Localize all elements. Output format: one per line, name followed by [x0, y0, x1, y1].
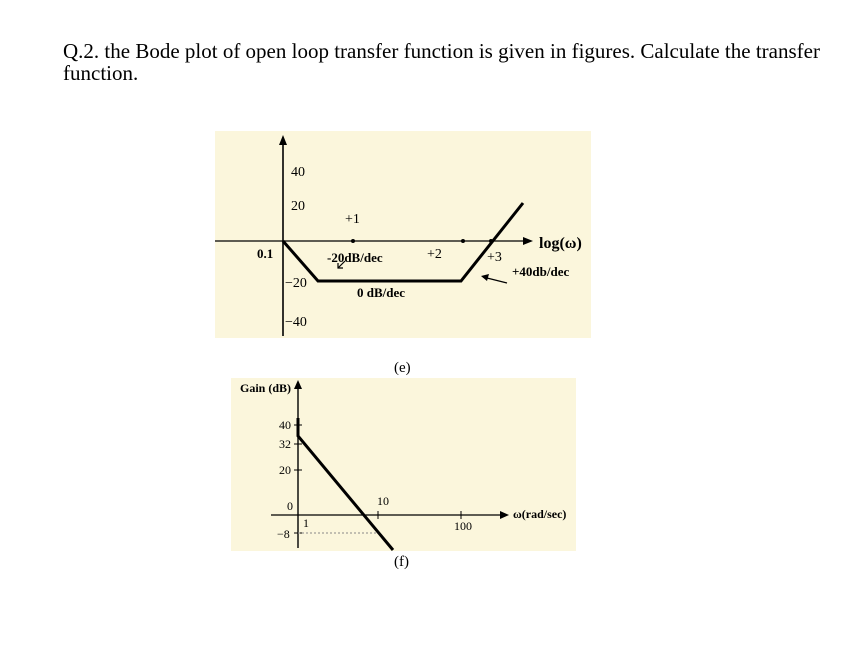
y-tick-label: 40 [291, 165, 305, 180]
point-marker [461, 239, 465, 243]
y-tick-label: −20 [285, 276, 307, 291]
slope-label-last: +40db/dec [512, 264, 570, 279]
x-tick-label: 100 [454, 519, 472, 533]
caption-e: (e) [394, 360, 411, 376]
y-tick-label: 0 [287, 499, 293, 513]
slope-label-flat: 0 dB/dec [357, 285, 406, 300]
y-tick-label: 40 [279, 418, 291, 432]
y-tick-label: 32 [279, 437, 291, 451]
y-tick-label: 20 [279, 463, 291, 477]
question-text: Q.2. the Bode plot of open loop transfer function is given in figures. Calculate the transfer function. [63, 39, 820, 85]
y-tick-label: −40 [285, 315, 307, 330]
bode-plot-e [215, 131, 591, 338]
x-axis-label: ω(rad/sec) [513, 507, 567, 521]
point-label: +3 [487, 250, 502, 265]
caption-f: (f) [394, 554, 409, 570]
x-tick-label: 10 [377, 494, 389, 508]
bode-plot-f [231, 378, 576, 551]
plot-e-background [215, 131, 591, 338]
x-axis-label: log(ω) [539, 235, 582, 252]
bode-plot-f-svg [231, 378, 576, 551]
y-axis-label: Gain (dB) [240, 381, 292, 395]
slope-label-first: -20dB/dec [327, 250, 383, 265]
point-marker [351, 239, 355, 243]
start-label: 0.1 [257, 246, 274, 261]
y-tick-label: −8 [277, 527, 290, 541]
bode-plot-e-svg [215, 131, 591, 338]
y-tick-label: 20 [291, 199, 305, 214]
point-label: +1 [345, 212, 360, 227]
x-tick-label: 1 [303, 516, 309, 530]
point-label: +2 [427, 247, 442, 262]
